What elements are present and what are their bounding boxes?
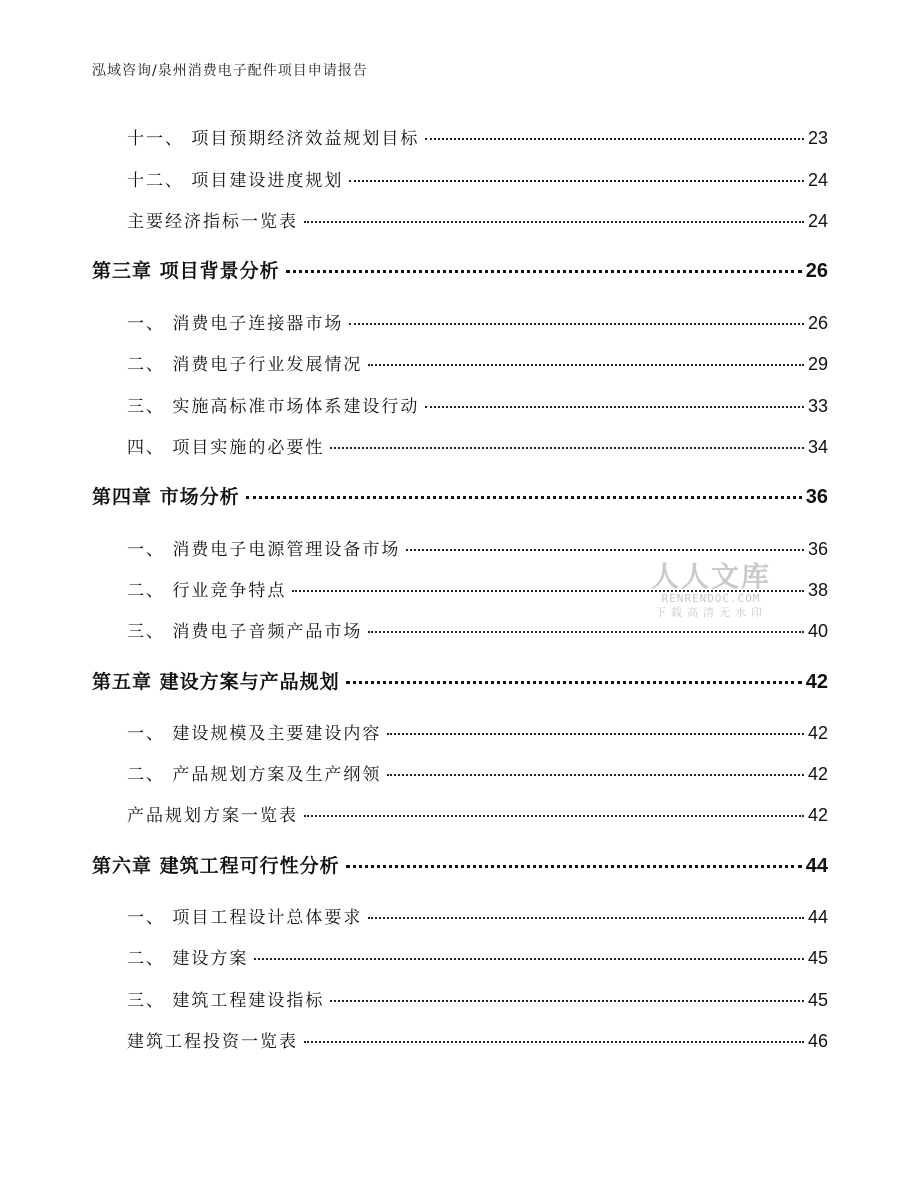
toc-dot-leader (387, 733, 804, 735)
toc-entry-title: 一、 消费电子电源管理设备市场 (127, 540, 401, 560)
toc-page-number: 36 (807, 539, 828, 559)
toc-dot-leader (349, 323, 804, 325)
toc-section-entry[interactable] (127, 535, 828, 559)
watermark-slogan: 下载高清无水印 (655, 606, 767, 619)
toc-section-entry[interactable] (127, 392, 828, 416)
toc-dot-leader (346, 865, 802, 868)
toc-entry-title: 二、 行业竞争特点 (127, 581, 287, 601)
toc-entry-title: 一、 消费电子连接器市场 (127, 314, 344, 334)
toc-section-entry[interactable] (127, 760, 828, 784)
toc-entry-title: 第三章 项目背景分析 (92, 260, 280, 282)
toc-entry-title: 主要经济指标一览表 (127, 212, 298, 232)
toc-dot-leader (292, 590, 804, 592)
toc-dot-leader (349, 180, 804, 182)
toc-section-entry[interactable] (127, 576, 828, 600)
toc-dot-leader (368, 364, 804, 366)
toc-entry-title: 第六章 建筑工程可行性分析 (92, 855, 340, 877)
toc-entry-title: 二、 产品规划方案及生产纲领 (127, 765, 382, 785)
toc-dot-leader (254, 958, 804, 960)
toc-chapter-entry[interactable] (92, 482, 828, 508)
toc-dot-leader (387, 774, 804, 776)
toc-dot-leader (304, 221, 804, 223)
toc-dot-leader (304, 1041, 804, 1043)
toc-entry-title: 一、 建设规模及主要建设内容 (127, 724, 382, 744)
toc-section-entry[interactable] (127, 1027, 828, 1051)
toc-entry-title: 四、 项目实施的必要性 (127, 438, 325, 458)
toc-dot-leader (330, 1000, 804, 1002)
toc-dot-leader (286, 270, 802, 273)
watermark-logo-text: 人人文库 (650, 560, 771, 593)
toc-section-entry[interactable] (127, 986, 828, 1010)
toc-entry-title: 十一、 项目预期经济效益规划目标 (127, 129, 420, 149)
toc-page-number: 40 (807, 621, 828, 641)
toc-page-number: 44 (807, 907, 828, 927)
toc-page-number: 42 (807, 805, 828, 825)
toc-page-number: 23 (807, 128, 828, 148)
toc-page-number: 38 (807, 580, 828, 600)
toc-chapter-entry[interactable] (92, 256, 828, 282)
toc-section-entry[interactable] (127, 207, 828, 231)
toc-entry-title: 三、 实施高标准市场体系建设行动 (127, 397, 420, 417)
toc-dot-leader (246, 496, 802, 499)
running-header: 泓域咨询/泉州消费电子配件项目申请报告 (92, 63, 368, 79)
toc-dot-leader (425, 406, 804, 408)
toc-page-number: 36 (805, 486, 828, 508)
toc-section-entry[interactable] (127, 433, 828, 457)
toc-page-number: 45 (807, 990, 828, 1010)
toc-dot-leader (406, 549, 804, 551)
toc-section-entry[interactable] (127, 903, 828, 927)
toc-entry-title: 三、 建筑工程建设指标 (127, 991, 325, 1011)
toc-page-number: 33 (807, 396, 828, 416)
toc-page-number: 26 (807, 313, 828, 333)
toc-entry-title: 二、 消费电子行业发展情况 (127, 355, 363, 375)
toc-page-number: 29 (807, 354, 828, 374)
toc-page-number: 24 (807, 170, 828, 190)
toc-chapter-entry[interactable] (92, 851, 828, 877)
toc-dot-leader (368, 917, 804, 919)
watermark-url: RENRENDOC.COM (661, 592, 761, 605)
toc-section-entry[interactable] (127, 166, 828, 190)
toc-page-number: 42 (805, 671, 828, 693)
toc-dot-leader (330, 447, 804, 449)
toc-entry-title: 建筑工程投资一览表 (127, 1032, 298, 1052)
toc-page-number: 34 (807, 437, 828, 457)
toc-dot-leader (368, 631, 804, 633)
toc-section-entry[interactable] (127, 801, 828, 825)
toc-entry-title: 第五章 建设方案与产品规划 (92, 671, 340, 693)
toc-section-entry[interactable] (127, 944, 828, 968)
toc-entry-title: 产品规划方案一览表 (127, 806, 298, 826)
toc-entry-title: 一、 项目工程设计总体要求 (127, 908, 363, 928)
toc-chapter-entry[interactable] (92, 667, 828, 693)
toc-page-number: 45 (807, 948, 828, 968)
toc-dot-leader (425, 138, 804, 140)
toc-dot-leader (346, 681, 802, 684)
toc-entry-title: 第四章 市场分析 (92, 486, 240, 508)
toc-page-number: 26 (805, 260, 828, 282)
toc-section-entry[interactable] (127, 350, 828, 374)
toc-section-entry[interactable] (127, 617, 828, 641)
toc-page-number: 46 (807, 1031, 828, 1051)
toc-page-number: 42 (807, 764, 828, 784)
toc-page-number: 44 (805, 855, 828, 877)
toc-section-entry[interactable] (127, 309, 828, 333)
toc-dot-leader (304, 815, 804, 817)
toc-page-number: 42 (807, 723, 828, 743)
toc-entry-title: 二、 建设方案 (127, 949, 249, 969)
toc-entry-title: 十二、 项目建设进度规划 (127, 171, 344, 191)
toc-section-entry[interactable] (127, 719, 828, 743)
toc-entry-title: 三、 消费电子音频产品市场 (127, 622, 363, 642)
toc-section-entry[interactable] (127, 124, 828, 148)
toc-page-number: 24 (807, 211, 828, 231)
